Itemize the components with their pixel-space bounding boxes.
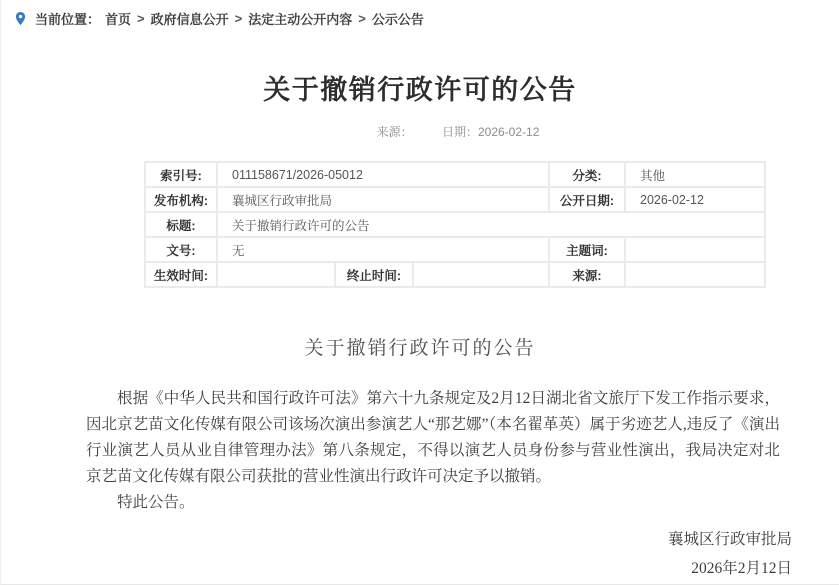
category-value: 其他 bbox=[625, 162, 765, 187]
keywords-value bbox=[625, 237, 765, 262]
breadcrumb-item-statutory-disclosure[interactable]: 法定主动公开内容 bbox=[248, 12, 353, 27]
docnum-value: 无 bbox=[217, 237, 549, 262]
issuer-value: 襄城区行政审批局 bbox=[217, 187, 549, 212]
pubdate-label: 公开日期: bbox=[549, 187, 625, 212]
table-row bbox=[145, 187, 765, 212]
breadcrumb-separator: > bbox=[358, 11, 366, 26]
page-title: 关于撤销行政许可的公告 bbox=[263, 75, 577, 105]
breadcrumb-item-gov-info[interactable]: 政府信息公开 bbox=[150, 12, 229, 27]
breadcrumb-item-public-notices[interactable]: 公示公告 bbox=[371, 12, 424, 27]
pubdate-value: 2026-02-12 bbox=[625, 187, 765, 212]
index-value: 011158671/2026-05012 bbox=[217, 162, 549, 187]
meta-table bbox=[144, 161, 766, 288]
end-value bbox=[413, 262, 549, 287]
date-label: 日期： bbox=[441, 125, 478, 139]
body-paragraph: 根据《中华人民共和国行政许可法》第六十九条规定及2月12日湖北省文旅厅下发工作指示要求，因北京艺苗文化传媒有限公司该场次演出参演艺人“那艺娜”（本名翟革英）属于劣迹艺人,违反了《演出行业演艺人员从业自律管理办法》第八条规定，不得以演艺人员身份参与营业性演出，我局决定对北京艺苗文化传媒有限公司获批的营业性演出行政许可决定予以撤销。 bbox=[86, 390, 780, 485]
signature-agency: 襄城区行政审批局 bbox=[667, 531, 792, 548]
source-label: 来源： bbox=[376, 125, 413, 139]
table-source-value bbox=[625, 262, 765, 287]
table-row bbox=[145, 212, 765, 237]
index-label: 索引号: bbox=[145, 162, 217, 187]
date-value: 2026-02-12 bbox=[477, 125, 540, 139]
article-meta bbox=[1, 123, 839, 140]
table-row bbox=[145, 262, 765, 287]
signature-date: 2026年2月12日 bbox=[691, 560, 792, 577]
effective-label: 生效时间: bbox=[145, 262, 217, 287]
end-label: 终止时间: bbox=[335, 262, 413, 287]
keywords-label: 主题词: bbox=[549, 237, 625, 262]
effective-value bbox=[217, 262, 335, 287]
breadcrumb-label: 当前位置： bbox=[35, 12, 101, 27]
category-label: 分类: bbox=[549, 162, 625, 187]
table-source-label: 来源: bbox=[549, 262, 625, 287]
breadcrumb-separator: > bbox=[137, 11, 145, 26]
location-pin-icon bbox=[13, 10, 28, 27]
docnum-label: 文号: bbox=[145, 237, 217, 262]
breadcrumb-item-home[interactable]: 首页 bbox=[105, 12, 132, 27]
breadcrumb-separator: > bbox=[234, 11, 243, 26]
title-value: 关于撤销行政许可的公告 bbox=[217, 212, 765, 237]
document-heading: 关于撤销行政许可的公告 bbox=[304, 338, 536, 359]
table-row bbox=[145, 237, 765, 262]
signature-block bbox=[1, 525, 839, 583]
closing-line: 特此公告。 bbox=[117, 494, 195, 511]
title-label: 标题: bbox=[145, 212, 217, 237]
issuer-label: 发布机构: bbox=[145, 187, 217, 212]
breadcrumb bbox=[1, 0, 839, 28]
table-row bbox=[145, 162, 765, 187]
